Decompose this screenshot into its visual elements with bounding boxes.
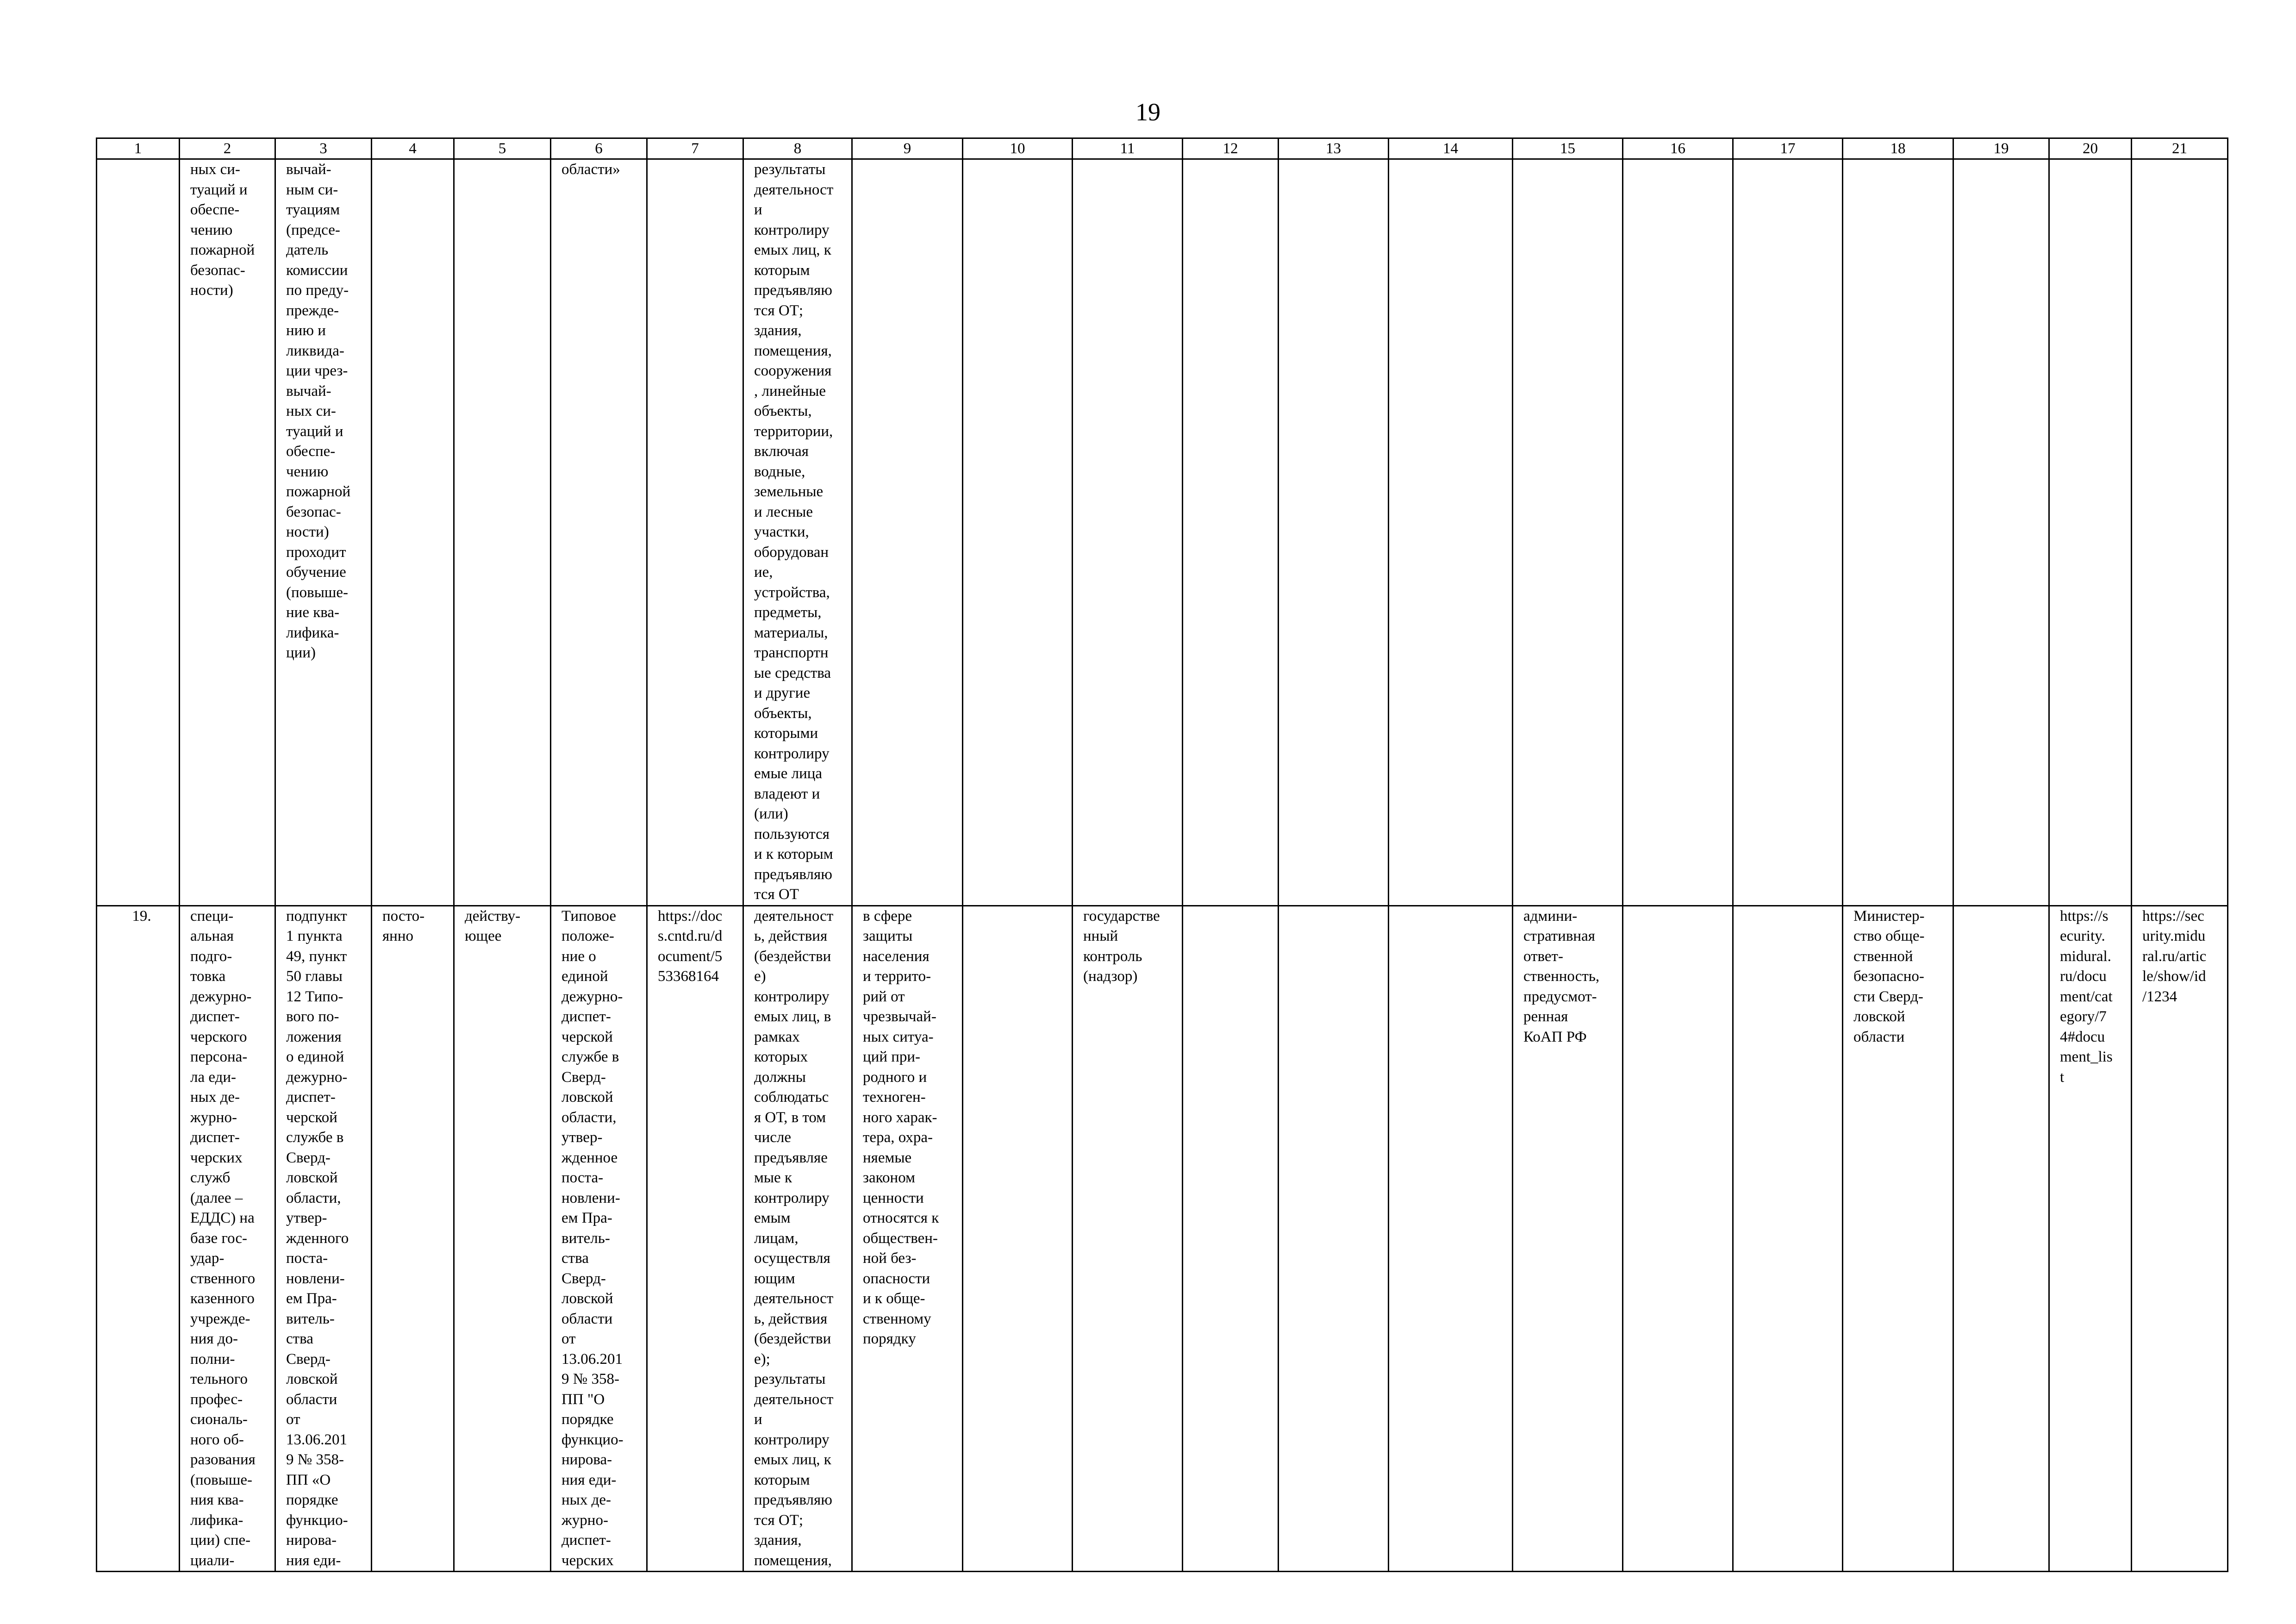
- table-cell: [1843, 159, 1953, 906]
- table-cell: [1623, 906, 1733, 1572]
- table-cell: [454, 159, 551, 906]
- column-number: 20: [2049, 138, 2132, 159]
- table-cell: области»: [551, 159, 647, 906]
- table-cell: [1953, 159, 2049, 906]
- table-cell: [1513, 159, 1623, 906]
- link-cell[interactable]: https://s ecurity. midural. ru/docu ment/cat egory/7 4#docu ment_lis t: [2049, 906, 2132, 1572]
- table-cell: [1623, 159, 1733, 906]
- column-number: 17: [1733, 138, 1843, 159]
- row-number-cell: [97, 159, 180, 906]
- table-cell: деятельност ь, действия (бездействи е) контролиру емых лиц, в рамках которых должны соблюдатьс я ОТ, в том числе предъявляе мые к контролиру емым лицам, осуществля ющим деятельност ь, действия (бездействи е); результаты деятельност и контролиру емых лиц, к которым предъявляю тся ОТ; здания, помещения,: [743, 906, 852, 1572]
- column-number: 6: [551, 138, 647, 159]
- column-number: 10: [963, 138, 1073, 159]
- column-number: 11: [1073, 138, 1183, 159]
- table-cell: [1953, 906, 2049, 1572]
- column-number: 3: [275, 138, 372, 159]
- table-cell: [963, 906, 1073, 1572]
- table-cell: админи- стративная ответ- ственность, предусмот- ренная КоАП РФ: [1513, 906, 1623, 1572]
- table-cell: посто- янно: [372, 906, 454, 1572]
- table-cell: ных си- туаций и обеспе- чению пожарной безопас- ности): [180, 159, 275, 906]
- column-number: 13: [1279, 138, 1389, 159]
- registry-table: [96, 137, 2228, 1572]
- column-number: 9: [852, 138, 963, 159]
- table-cell: [372, 159, 454, 906]
- table-cell: [852, 159, 963, 906]
- column-number: 7: [647, 138, 743, 159]
- table-cell: [1279, 906, 1389, 1572]
- table-cell: [2132, 159, 2228, 906]
- table-cell: [1073, 159, 1183, 906]
- column-number-row: [97, 138, 2228, 159]
- column-number: 4: [372, 138, 454, 159]
- table-cell: вычай- ным си- туациям (предсе- датель комиссии по преду- прежде- нию и ликвида- ции чрез- вычай- ных си- туаций и обеспе- чению пожарной безопас- ности) проходит обучение (повыше- ние ква- лифика- ции): [275, 159, 372, 906]
- page-number: 19: [1136, 98, 1160, 126]
- column-number: 19: [1953, 138, 2049, 159]
- row-number-cell: 19.: [97, 906, 180, 1572]
- table-row-19: [97, 906, 2228, 1572]
- column-number: 16: [1623, 138, 1733, 159]
- column-number: 14: [1389, 138, 1513, 159]
- table-cell: [1183, 159, 1279, 906]
- column-number: 8: [743, 138, 852, 159]
- table-cell: [1389, 159, 1513, 906]
- link-cell[interactable]: https://doc s.cntd.ru/d ocument/5 53368164: [647, 906, 743, 1572]
- column-number: 21: [2132, 138, 2228, 159]
- table-cell: [1279, 159, 1389, 906]
- table-cell: [647, 159, 743, 906]
- column-number: 2: [180, 138, 275, 159]
- table-cell: [1389, 906, 1513, 1572]
- link-cell[interactable]: https://sec urity.midu ral.ru/artic le/show/id /1234: [2132, 906, 2228, 1572]
- table-cell: [1183, 906, 1279, 1572]
- table-cell: в сфере защиты населения и террито- рий от чрезвычай- ных ситуа- ций при- родного и техноген- ного харак- тера, охра- няемые законом ценности относятся к обществен- ной без- опасности и к обще- ственному порядку: [852, 906, 963, 1572]
- column-number: 1: [97, 138, 180, 159]
- table-cell: результаты деятельност и контролиру емых лиц, к которым предъявляю тся ОТ; здания, помещения, сооружения , линейные объекты, территории, включая водные, земельные и лесные участки, оборудован ие, устройства, предметы, материалы, транспортн ые средства и другие объекты, которыми контролиру емые лица владеют и (или) пользуются и к которым предъявляю тся ОТ: [743, 159, 852, 906]
- table-cell: действу- ющее: [454, 906, 551, 1572]
- table-cell: [1733, 906, 1843, 1572]
- table-cell: подпункт 1 пункта 49, пункт 50 главы 12 Типо- вого по- ложения о единой дежурно- диспет- черской службе в Сверд- ловской области, утвер- жденного поста- новлени- ем Пра- витель- ства Сверд- ловской области от 13.06.201 9 № 358- ПП «О порядке функцио- нирова- ния еди-: [275, 906, 372, 1572]
- table-cell: Типовое положе- ние о единой дежурно- диспет- черской службе в Сверд- ловской области, утвер- жденное поста- новлени- ем Пра- витель- ства Сверд- ловской области от 13.06.201 9 № 358- ПП "О порядке функцио- нирова- ния еди- ных де- журно- диспет- черских: [551, 906, 647, 1572]
- table-cell: Министер- ство обще- ственной безопасно- сти Сверд- ловской области: [1843, 906, 1953, 1572]
- column-number: 15: [1513, 138, 1623, 159]
- table-cell: государстве нный контроль (надзор): [1073, 906, 1183, 1572]
- table-cell: [2049, 159, 2132, 906]
- table-cell: [963, 159, 1073, 906]
- column-number: 18: [1843, 138, 1953, 159]
- table-cell: [1733, 159, 1843, 906]
- table-cell: специ- альная подго- товка дежурно- диспет- черского персона- ла еди- ных де- журно- диспет- черских служб (далее – ЕДДС) на базе гос- удар- ственного казенного учрежде- ния до- полни- тельного профес- сиональ- ного об- разования (повыше- ния ква- лифика- ции) спе- циали-: [180, 906, 275, 1572]
- column-number: 12: [1183, 138, 1279, 159]
- column-number: 5: [454, 138, 551, 159]
- table-row-continued: [97, 159, 2228, 906]
